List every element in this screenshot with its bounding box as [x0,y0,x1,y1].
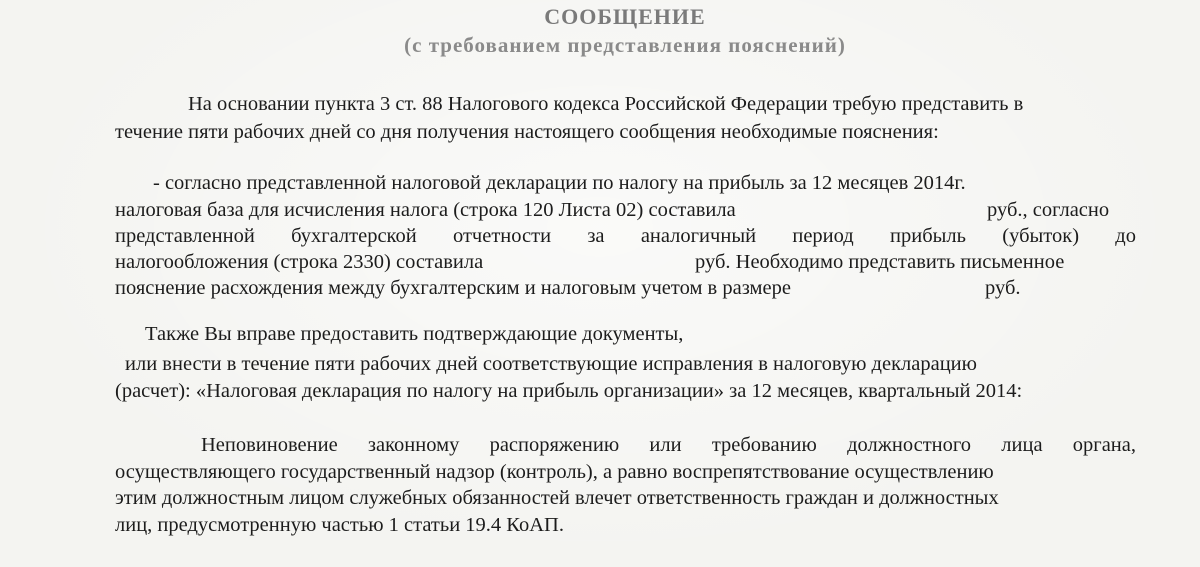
document-subtitle: (с требованием представления пояснений) [404,33,846,57]
paragraph-2-line-5-end: руб. [985,277,1021,299]
paragraph-3-line-2: или внести в течение пяти рабочих дней соответствующие исправления в налоговую декларацию [125,353,977,375]
paragraph-2-line-2-end: руб., согласно [987,199,1110,221]
paragraph-4-line-4: лиц, предусмотренную частью 1 статьи 19.4 КоАП. [115,514,564,536]
paragraph-2-line-5-start: пояснение расхождения между бухгалтерским и налоговым учетом в размере [115,277,791,299]
paragraph-1-line-2: течение пяти рабочих дней со дня получения настоящего сообщения необходимые пояснения: [115,121,939,143]
paragraph-4-line-2: осуществляющего государственный надзор (контроль), а равно воспрепятствование осуществлению [115,461,994,483]
paragraph-1-line-1: На основании пункта 3 ст. 88 Налогового кодекса Российской Федерации требую представить в [188,93,1024,115]
paragraph-2-line-2-start: налоговая база для исчисления налога (строка 120 Листа 02) составила [115,199,736,221]
paragraph-3-line-1: Также Вы вправе предоставить подтверждающие документы, [145,323,684,345]
paragraph-2-line-1: - согласно представленной налоговой декларации по налогу на прибыль за 12 месяцев 2014г. [153,172,966,194]
paragraph-4-line-3: этим должностным лицом служебных обязанностей влечет ответственность граждан и должностных [115,487,999,509]
paragraph-2-line-4-start: налогообложения (строка 2330) составила [115,251,484,273]
paragraph-2-line-4-end: руб. Необходимо представить письменное [695,251,1065,273]
paragraph-2-line-3: представленной бухгалтерской отчетности за аналогичный период прибыль (убыток) до [115,225,1136,247]
paragraph-4-line-1: Неповиновение законному распоряжению или требованию должностного лица органа, [201,434,1136,456]
document-title: СООБЩЕНИЕ [544,4,706,29]
paragraph-3-line-3: (расчет): «Налоговая декларация по налогу на прибыль организации» за 12 месяцев, квартальный 2014: [115,380,1023,402]
